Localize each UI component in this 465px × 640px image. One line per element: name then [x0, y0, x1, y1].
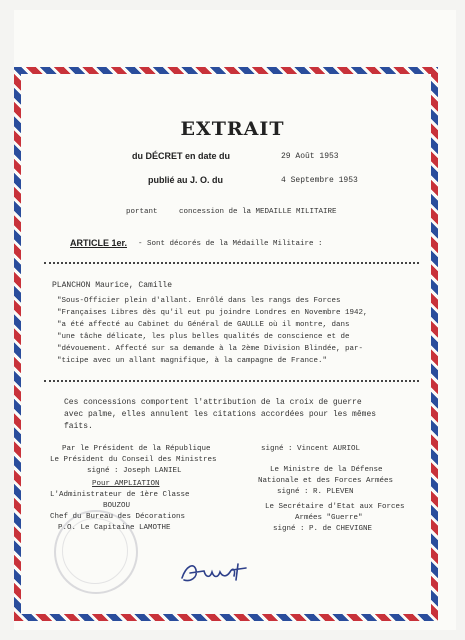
jo-date: 4 Septembre 1953	[281, 176, 358, 185]
document-title: EXTRAIT	[180, 118, 285, 140]
divider-middle	[44, 380, 419, 382]
sig-line: signé : Joseph LANIEL	[87, 467, 182, 475]
sig-line: Le Secrétaire d'Etat aux Forces	[265, 503, 405, 511]
citation-line: "dévouement. Affecté sur sa demande à la 2ème Division Blindée, par-	[57, 345, 364, 353]
sig-line: P.O. Le Capitaine LAMOTHE	[58, 524, 171, 532]
sig-line: Le Président du Conseil des Ministres	[50, 456, 217, 464]
concessions-line: faits.	[64, 422, 93, 431]
citation-line: "Françaises Libres dès qu'il eut pu joindre Londres en Novembre 1942,	[57, 309, 368, 317]
citation-line: "Sous-Officier plein d'allant. Enrôlé dans les rangs des Forces	[57, 297, 341, 305]
purpose-prefix: portant	[126, 208, 158, 216]
sig-line: Armées "Guerre"	[295, 514, 363, 522]
sig-line: signé : R. PLEVEN	[277, 488, 354, 496]
sig-line: Le Ministre de la Défense	[270, 466, 383, 474]
sig-line: Par le Président de la République	[62, 445, 211, 453]
sig-line: Nationale et des Forces Armées	[258, 477, 394, 485]
ampliation-heading: Pour AMPLIATION	[92, 480, 160, 488]
recipient-name: PLANCHON Maurice, Camille	[52, 281, 173, 290]
decree-label: du DÉCRET en date du	[132, 151, 231, 161]
divider-top	[44, 262, 419, 264]
citation-line: "ticipe avec un allant magnifique, à la campagne de France."	[57, 357, 328, 365]
sig-line: Chef du Bureau des Décorations	[50, 513, 186, 521]
article-label: ARTICLE 1er.	[70, 238, 128, 248]
concessions-line: Ces concessions comportent l'attribution de la croix de guerre	[64, 398, 362, 407]
concessions-line: avec palme, elles annulent les citations accordées pour les mêmes	[64, 410, 377, 419]
official-stamp-inner	[62, 518, 128, 584]
decree-date: 29 Août 1953	[281, 152, 339, 161]
sig-line: signé : Vincent AURIOL	[261, 445, 361, 453]
sig-line: BOUZOU	[103, 502, 131, 510]
jo-label: publié au J. O. du	[148, 175, 224, 185]
handwritten-signature	[176, 556, 254, 586]
citation-line: "une tâche délicate, les plus belles qualités de conscience et de	[57, 333, 350, 341]
sig-line: L'Administrateur de 1ère Classe	[50, 491, 190, 499]
article-text: - Sont décorés de la Médaille Militaire :	[138, 240, 323, 248]
citation-line: "a été affecté au Cabinet du Général de GAULLE où il montre, dans	[57, 321, 350, 329]
purpose-text: concession de la MEDAILLE MILITAIRE	[179, 208, 337, 216]
sig-line: signé : P. de CHEVIGNE	[273, 525, 373, 533]
